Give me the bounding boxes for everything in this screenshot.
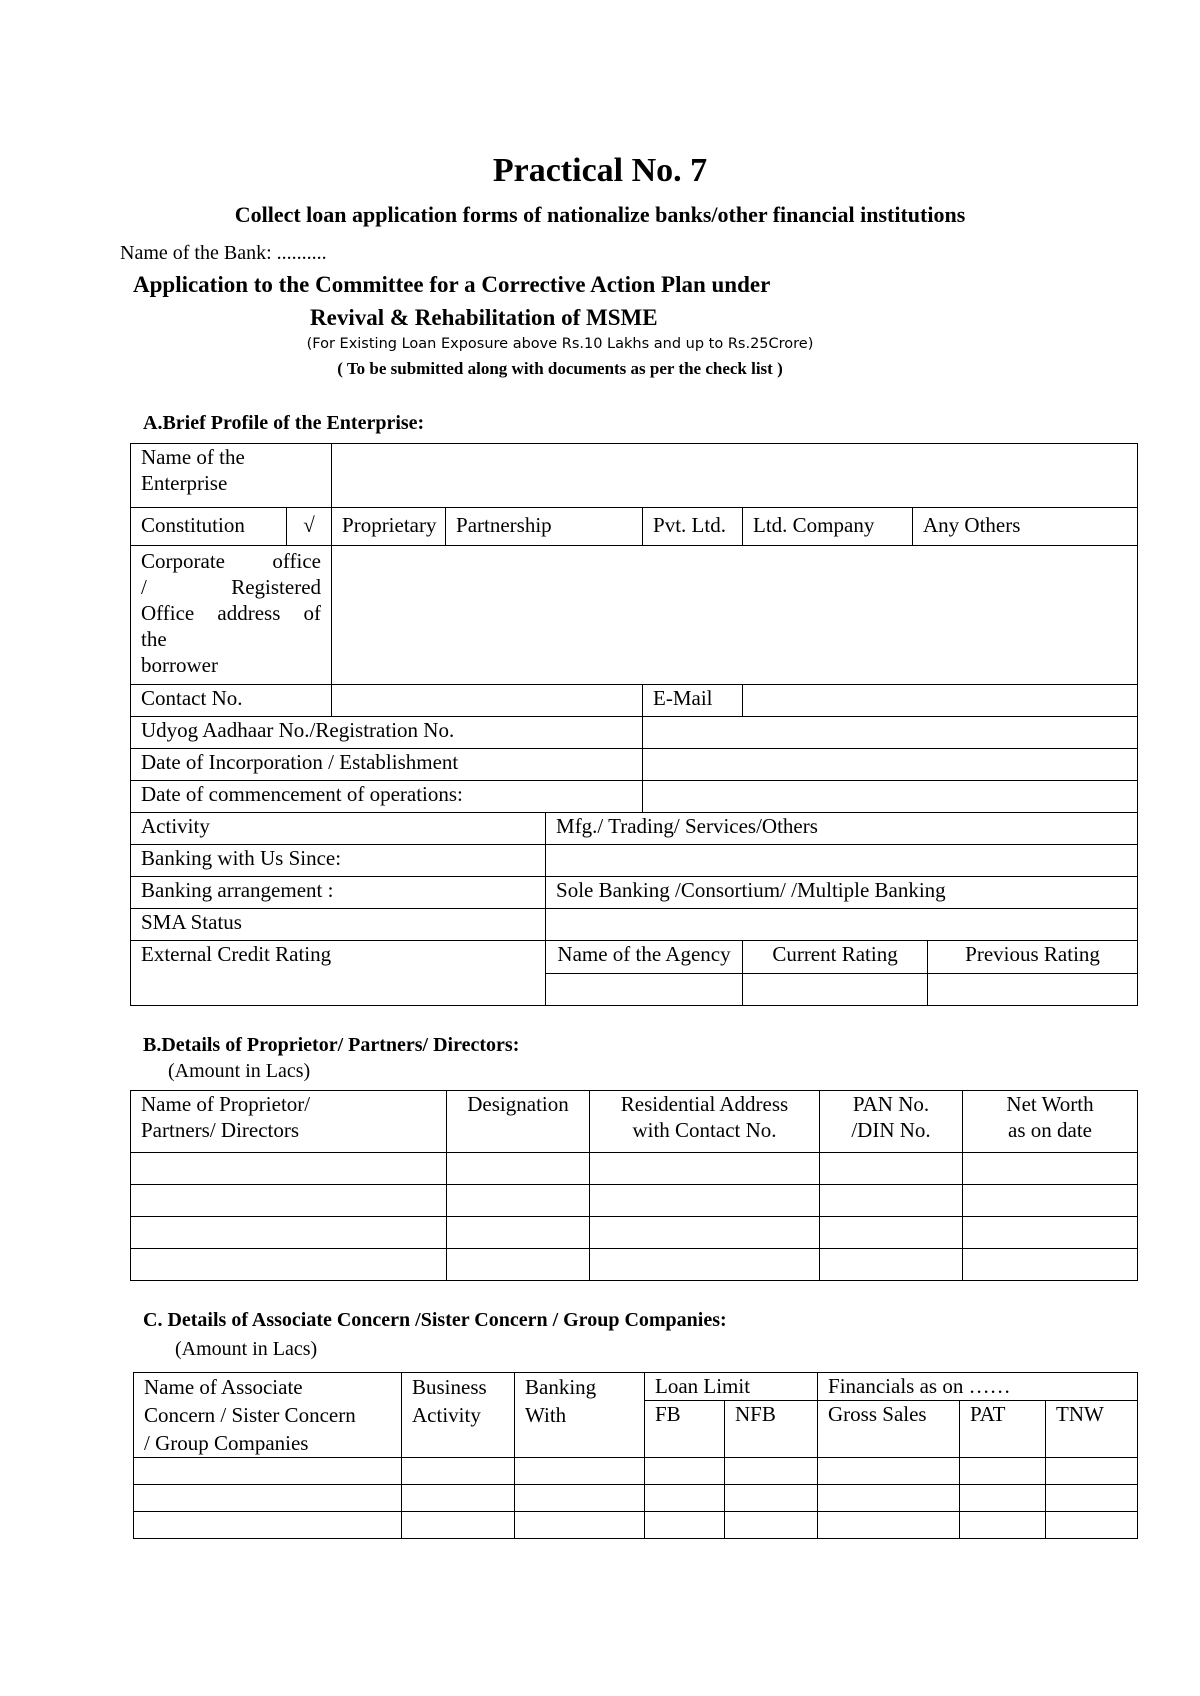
col-address-header: Residential Address with Contact No. bbox=[590, 1091, 820, 1153]
sma-status-label: SMA Status bbox=[131, 909, 546, 941]
section-b-heading: B.Details of Proprietor/ Partners/ Directors: bbox=[143, 1034, 520, 1056]
enterprise-profile-table bbox=[130, 443, 1138, 1006]
banking-since-label: Banking with Us Since: bbox=[131, 845, 546, 877]
previous-rating-field[interactable] bbox=[928, 974, 1138, 1006]
table-row bbox=[134, 1512, 1138, 1539]
table-row bbox=[134, 1485, 1138, 1512]
option-ltd-company[interactable]: Ltd. Company bbox=[743, 508, 913, 546]
table-row bbox=[134, 1458, 1138, 1485]
udyog-field[interactable] bbox=[643, 717, 1138, 749]
agency-field[interactable] bbox=[546, 974, 743, 1006]
col-fb-header: FB bbox=[645, 1401, 725, 1458]
banking-arrangement-field[interactable]: Sole Banking /Consortium/ /Multiple Banking bbox=[546, 877, 1138, 909]
constitution-label: Constitution bbox=[131, 508, 287, 546]
activity-label: Activity bbox=[131, 813, 546, 845]
office-address-field[interactable] bbox=[332, 546, 1138, 685]
check-mark[interactable]: √ bbox=[287, 508, 332, 546]
table-row bbox=[131, 1249, 1138, 1281]
activity-field[interactable]: Mfg./ Trading/ Services/Others bbox=[546, 813, 1138, 845]
bank-name-line: Name of the Bank: .......... bbox=[120, 242, 327, 264]
office-address-label: Corporate office / Registered Office address of the borrower bbox=[131, 546, 332, 685]
contact-no-label: Contact No. bbox=[131, 685, 332, 717]
udyog-label: Udyog Aadhaar No./Registration No. bbox=[131, 717, 643, 749]
col-business-header: Business Activity bbox=[402, 1373, 515, 1458]
exposure-note: (For Existing Loan Exposure above Rs.10 Lakhs and up to Rs.25Crore) bbox=[306, 336, 814, 352]
enterprise-name-label: Name of the Enterprise bbox=[131, 444, 332, 508]
option-partnership[interactable]: Partnership bbox=[446, 508, 643, 546]
incorporation-date-label: Date of Incorporation / Establishment bbox=[131, 749, 643, 781]
external-rating-label: External Credit Rating bbox=[131, 941, 546, 1006]
col-loan-limit-header: Loan Limit bbox=[645, 1373, 818, 1401]
col-associate-name-header: Name of Associate Concern / Sister Concern / Group Companies bbox=[134, 1373, 402, 1458]
col-gross-sales-header: Gross Sales bbox=[818, 1401, 960, 1458]
section-c-heading: C. Details of Associate Concern /Sister Concern / Group Companies: bbox=[143, 1309, 727, 1331]
col-financials-header: Financials as on …… bbox=[818, 1373, 1138, 1401]
commencement-date-field[interactable] bbox=[643, 781, 1138, 813]
email-field[interactable] bbox=[743, 685, 1138, 717]
section-a-heading: A.Brief Profile of the Enterprise: bbox=[143, 412, 425, 434]
submission-note: ( To be submitted along with documents as per the check list ) bbox=[337, 359, 783, 378]
option-proprietary[interactable]: Proprietary bbox=[332, 508, 446, 546]
col-pan-header: PAN No. /DIN No. bbox=[820, 1091, 963, 1153]
table-row bbox=[131, 1185, 1138, 1217]
current-rating-field[interactable] bbox=[743, 974, 928, 1006]
table-row bbox=[131, 1153, 1138, 1185]
page-title: Practical No. 7 bbox=[492, 152, 708, 189]
table-row bbox=[131, 1217, 1138, 1249]
page-subtitle: Collect loan application forms of nationalize banks/other financial institutions bbox=[234, 202, 966, 227]
col-tnw-header: TNW bbox=[1046, 1401, 1138, 1458]
option-pvt-ltd[interactable]: Pvt. Ltd. bbox=[643, 508, 743, 546]
banking-since-field[interactable] bbox=[546, 845, 1138, 877]
col-nfb-header: NFB bbox=[725, 1401, 818, 1458]
agency-header: Name of the Agency bbox=[546, 941, 743, 974]
col-banking-header: Banking With bbox=[515, 1373, 645, 1458]
col-pat-header: PAT bbox=[960, 1401, 1046, 1458]
enterprise-name-field[interactable] bbox=[332, 444, 1138, 508]
contact-no-field[interactable] bbox=[332, 685, 643, 717]
option-any-others[interactable]: Any Others bbox=[913, 508, 1138, 546]
banking-arrangement-label: Banking arrangement : bbox=[131, 877, 546, 909]
sma-status-field[interactable] bbox=[546, 909, 1138, 941]
email-label: E-Mail bbox=[643, 685, 743, 717]
commencement-date-label: Date of commencement of operations: bbox=[131, 781, 643, 813]
section-c-amount-note: (Amount in Lacs) bbox=[175, 1338, 318, 1360]
section-b-amount-note: (Amount in Lacs) bbox=[168, 1060, 311, 1082]
current-rating-header: Current Rating bbox=[743, 941, 928, 974]
proprietors-table bbox=[130, 1090, 1138, 1281]
previous-rating-header: Previous Rating bbox=[928, 941, 1138, 974]
col-name-header: Name of Proprietor/ Partners/ Directors bbox=[131, 1091, 447, 1153]
application-title-line1: Application to the Committee for a Corrective Action Plan under bbox=[133, 272, 771, 297]
col-designation-header: Designation bbox=[447, 1091, 590, 1153]
col-networth-header: Net Worth as on date bbox=[963, 1091, 1138, 1153]
incorporation-date-field[interactable] bbox=[643, 749, 1138, 781]
associate-concerns-table bbox=[133, 1372, 1138, 1539]
application-title-line2: Revival & Rehabilitation of MSME bbox=[310, 305, 658, 330]
